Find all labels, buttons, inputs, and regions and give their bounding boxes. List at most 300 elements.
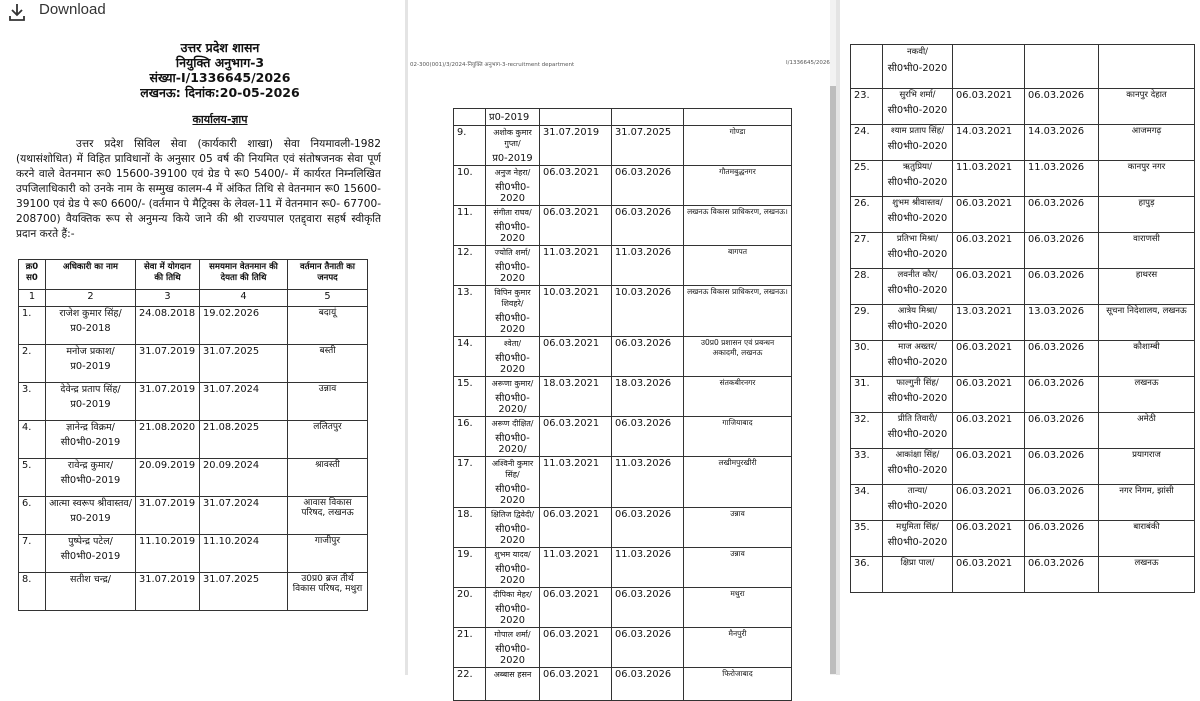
download-bar [0,0,405,34]
cell-district: गाजियाबाद [684,417,792,457]
cell-serial: 16. [454,417,486,457]
cell-name-group [883,341,953,377]
cell-district: गोण्डा [684,126,792,166]
cell-due-date: 06.03.2026 [1025,521,1099,557]
cell-name: पुष्पेन्द्र पटेल/ [68,536,113,547]
cell-serial: 23. [851,89,883,125]
cell-join-date: 06.03.2021 [953,269,1025,305]
cell-batch: सी0भी0-2020 [887,63,948,74]
table-row [851,557,1195,593]
cell-serial: 33. [851,449,883,485]
cell-join-date: 11.10.2019 [136,535,200,573]
cell-batch: सी0भी0-2020 [887,393,948,404]
cell-batch: सी0भी0-2020 [887,537,948,548]
cell-name-group [883,377,953,413]
cell-name: तान्या/ [907,486,928,496]
cell-join-date: 06.03.2021 [953,377,1025,413]
cell-batch: प्र0-2018 [70,323,111,334]
doc-number: संख्या-I/1336645/2026 [149,70,291,85]
cell-batch: सी0भी0-2020 [887,249,948,260]
cell-name-group [486,246,540,286]
cell-name: मनोज प्रकाश/ [66,346,115,357]
cell-batch: सी0भी0-2020 [495,182,530,204]
cell-district: बागपत [684,246,792,286]
cell-name-group [883,125,953,161]
cell-serial: 30. [851,341,883,377]
cell-name-group [46,573,136,611]
document-pane-3 [840,0,1200,675]
doc-section: नियुक्ति अनुभाग-3 [175,55,265,70]
cell-batch: प्र0-2019 [492,153,533,164]
cell-name-group [883,269,953,305]
cell-name: क्षितिज द्विवेदी/ [490,510,535,519]
cell-name: शुभम श्रीवास्तव/ [892,198,943,208]
cell-name-group [883,197,953,233]
cell-join-date: 06.03.2021 [540,206,612,246]
doc-body: उत्तर प्रदेश सिविल सेवा (कार्यकारी शाखा) सेवा नियमावली-1982 (यथासंशोधित) में विहित प्राविधानों के अनुसार 05 वर्ष की नियमित एवं संतोषजनक सेवा पूर्ण करने वाले वेतनमान रू0 15600-39100 एवं ग्रेड पे रू0 5400/- में कार्यरत निम्नलिखित उपजिलाधिकारी को उनके नाम के सम्मुख कालम-4 में अंकित तिथि से वेतनमान रू0 15600-39100 एवं ग्रेड पे रू0 6600/- (वर्तमान पे मैट्रिक्स के लेवल-11 में वेतनमान रू0- 67700-208700) वैयक्तिक रूप से अनुमन्य किये जाने की श्री राज्यपाल एतद्द्वारा सहर्ष स्वीकृति प्रदान करते हैं:- [16,138,381,240]
cell-due-date: 31.07.2024 [200,497,288,535]
cell-district: फिरोजाबाद [684,668,792,701]
doc-subject: कार्यालय-ज्ञाप [192,113,248,126]
cell-name-group [486,166,540,206]
cell-district: आजमगढ़ [1099,125,1195,161]
cell-batch: सी0भी0-2020 [495,353,530,375]
cell-name-group [883,557,953,593]
cell-serial: 36. [851,557,883,593]
cell-due-date: 06.03.2026 [612,508,684,548]
table-row [454,668,792,701]
cell-name-group [883,89,953,125]
cell-name: क्षिप्रा पाल/ [900,558,935,568]
table-row [454,628,792,668]
cell-name: आत्रेय मिश्रा/ [897,306,938,316]
cell-name-group [46,383,136,421]
cell-name-group [883,449,953,485]
cell-name-group [46,307,136,345]
cell-batch: सी0भी0-2020 [887,177,948,188]
cell-due-date: 20.09.2024 [200,459,288,497]
cell-batch: सी0भी0-2020 [887,141,948,152]
cell-batch: सी0भी0-2020 [495,564,530,586]
cell-name: रावेन्द्र कुमार/ [67,460,114,471]
cell-due-date: 06.03.2026 [612,337,684,377]
cell-due-date: 10.03.2026 [612,286,684,337]
cell-serial: 20. [454,588,486,628]
cell-name: विपिन कुमार शिवहरे/ [494,288,531,308]
cell-due-date: 21.08.2025 [200,421,288,459]
cell-name: सुरभि शर्मा/ [899,90,936,100]
cell-name: श्याम प्रताप सिंह/ [890,126,945,136]
doc-place-date: लखनऊ: दिनांक:20-05-2026 [140,85,300,100]
cell-district: लखनऊ विकास प्राधिकरण, लखनऊ। [684,206,792,246]
table-row [19,421,368,459]
table-row [19,383,368,421]
cell-batch: सी0भी0-2020 [495,262,530,284]
cell-serial: 5. [19,459,46,497]
cell-name-group [46,345,136,383]
table-row [851,197,1195,233]
cell-district: वाराणसी [1099,233,1195,269]
cell-serial: 1. [19,307,46,345]
cell-name-group [883,413,953,449]
cell-due-date: 06.03.2026 [612,628,684,668]
cell-name-group [883,233,953,269]
cell-serial: 28. [851,269,883,305]
cell-name: अरूण दीक्षित/ [491,419,534,428]
table-row [851,377,1195,413]
cell-join-date: 13.03.2021 [953,305,1025,341]
cell-district: हाथरस [1099,269,1195,305]
cell-district: लखनऊ [1099,377,1195,413]
cell-district: बाराबंकी [1099,521,1195,557]
cell-due-date: 13.03.2026 [1025,305,1099,341]
cell-join-date: 31.07.2019 [136,383,200,421]
cell-serial: 10. [454,166,486,206]
page-header-right: I/1336645/2026 [786,60,830,66]
cell-due-date: 06.03.2026 [1025,557,1099,593]
cell-due-date: 11.03.2026 [1025,161,1099,197]
cell-name-group [883,485,953,521]
cell-name: संगीता राघव/ [493,208,532,217]
cell-name-group [486,126,540,166]
cell-name: आकांक्षा सिंह/ [895,450,940,460]
cell-join-date: 06.03.2021 [540,628,612,668]
cell-join-date: 06.03.2021 [540,166,612,206]
cell-name-group [46,459,136,497]
cell-batch: सी0भी0-2020 [495,222,530,244]
cell-name: शुभम यादव/ [494,550,531,559]
cell-batch: सी0भी0-2020 [887,465,948,476]
cell-due-date: 06.03.2026 [612,588,684,628]
cell-name-group [46,421,136,459]
col-header-due: समयमान वेतनमान की देयता की तिथि [200,260,288,290]
cell-due-date: 31.07.2025 [612,126,684,166]
cell-name-group [486,337,540,377]
cell-due-date: 06.03.2026 [1025,89,1099,125]
doc-government: उत्तर प्रदेश शासन [180,40,260,55]
cell-due-date: 06.03.2026 [1025,377,1099,413]
cell-name: अशोक कुमार गुप्ता/ [493,128,532,148]
cell-name: आत्मा स्वरूप श्रीवास्तव/ [49,498,132,509]
col-number: 5 [288,290,368,307]
table-row [851,269,1195,305]
cell-due-date: 11.03.2026 [612,246,684,286]
cell-name: अब्बास हसन [493,670,532,679]
table-row [19,345,368,383]
cell-serial: 29. [851,305,883,341]
cell-name: राजेश कुमार सिंह/ [59,308,122,319]
cell-name: श्वेता/ [503,339,522,348]
cell-district: संतकबीरनगर [684,377,792,417]
cell-district: उन्नाव [288,383,368,421]
cell-join-date: 06.03.2021 [953,557,1025,593]
cell-name: ज्योति शर्मा/ [494,248,531,257]
cell-serial: 15. [454,377,486,417]
table-row [454,588,792,628]
table-row [19,535,368,573]
cell-serial: 19. [454,548,486,588]
col-number: 4 [200,290,288,307]
cell-district: बस्ती [288,345,368,383]
cell-batch: सी0भी0-2020 [495,484,530,506]
cell-district: उ0प्र0 प्रशासन एवं प्रबन्धन अकादमी, लखनऊ [684,337,792,377]
cell-name: अश्विनी कुमार सिंह/ [491,459,534,479]
cell-join-date: 06.03.2021 [953,449,1025,485]
cell-due-date: 06.03.2026 [612,166,684,206]
table-row [851,485,1195,521]
cell-batch: प्र0-2019 [486,109,540,126]
cell-due-date: 11.03.2026 [612,548,684,588]
cell-batch: सी0भी0-2020 [495,604,530,626]
cell-serial: 32. [851,413,883,449]
cell-due-date: 19.02.2026 [200,307,288,345]
document-pane-2 [408,0,836,680]
cell-batch: सी0भी0-2019 [60,437,121,448]
cell-join-date: 14.03.2021 [953,125,1025,161]
cell-join-date: 06.03.2021 [953,197,1025,233]
cell-serial: 34. [851,485,883,521]
col-number: 2 [46,290,136,307]
cell-serial: 22. [454,668,486,701]
table-row [851,413,1195,449]
cell-due-date: 06.03.2026 [1025,449,1099,485]
table-row [851,233,1195,269]
cell-name-group [486,206,540,246]
cell-batch: सी0भी0-2020 [887,213,948,224]
officers-table-2 [453,108,792,701]
cell-name-group [486,668,540,701]
cell-district: उ0प्र0 ब्रज तीर्थ विकास परिषद, मथुरा [288,573,368,611]
cell-join-date: 06.03.2021 [953,89,1025,125]
cell-name: प्रीति तिवारी/ [897,414,938,424]
cell-district: कानपुर देहात [1099,89,1195,125]
cell-batch: प्र0-2019 [70,513,111,524]
cell-join-date: 06.03.2021 [540,337,612,377]
cell-join-date: 06.03.2021 [953,521,1025,557]
cell-serial: 26. [851,197,883,233]
cell-join-date: 31.07.2019 [136,345,200,383]
cell-serial: 2. [19,345,46,383]
cell-due-date: 31.07.2025 [200,345,288,383]
cell-name: ज्ञानेन्द्र विक्रम/ [66,422,115,433]
cell-district: सूचना निदेशालय, लखनऊ [1099,305,1195,341]
cell-batch: सी0भी0-2020 [887,321,948,332]
cell-district: नगर निगम, झांसी [1099,485,1195,521]
cell-district: प्रयागराज [1099,449,1195,485]
cell-due-date: 31.07.2025 [200,573,288,611]
cell-name-group [486,417,540,457]
cell-district: हापुड़ [1099,197,1195,233]
cell-join-date: 06.03.2021 [953,413,1025,449]
cell-name-group [486,588,540,628]
cell-district: गाजीपुर [288,535,368,573]
table-row [454,377,792,417]
cell-due-date: 11.10.2024 [200,535,288,573]
table-row [454,246,792,286]
cell-join-date: 24.08.2018 [136,307,200,345]
cell-district: ललितपुर [288,421,368,459]
cell-batch: सी0भी0-2019 [60,475,121,486]
cell-name: फाल्गुनी सिंह/ [896,378,939,388]
cell-serial: 9. [454,126,486,166]
col-header-sn: क्र0 स0 [19,260,46,290]
table-row [454,286,792,337]
cell-join-date: 11.03.2021 [540,548,612,588]
cell-join-date: 21.08.2020 [136,421,200,459]
cell-batch: सी0भी0-2020 [887,429,948,440]
cell-name-group [883,305,953,341]
cell-join-date: 11.03.2021 [540,246,612,286]
col-number: 3 [136,290,200,307]
cell-batch: सी0भी0-2020 [887,357,948,368]
cell-batch: सी0भी0-2020 [887,105,948,116]
cell-join-date: 11.03.2021 [953,161,1025,197]
cell-batch: सी0भी0-2020/ [495,393,530,415]
table-row [19,307,368,345]
cell-join-date: 11.03.2021 [540,457,612,508]
cell-name-group [46,535,136,573]
cell-district: कौशाम्बी [1099,341,1195,377]
cell-join-date: 06.03.2021 [540,588,612,628]
cell-name: नकवी/ [906,47,929,57]
officers-table-3 [850,44,1195,593]
cell-district: आवास विकास परिषद, लखनऊ [288,497,368,535]
download-button[interactable]: Download [39,1,106,18]
cell-name: अरूणा कुमार/ [491,379,534,388]
cell-batch: सी0भी0-2020/ [495,433,530,455]
cell-batch: प्र0-2019 [70,361,111,372]
cell-district: लखनऊ विकास प्राधिकरण, लखनऊ। [684,286,792,337]
cell-batch: सी0भी0-2020 [495,644,530,666]
cell-serial: 17. [454,457,486,508]
cell-serial: 7. [19,535,46,573]
cell-serial: 13. [454,286,486,337]
cell-batch: सी0भी0-2020 [887,501,948,512]
cell-due-date: 11.03.2026 [612,457,684,508]
cell-name-group [486,286,540,337]
cell-name: देवेन्द्र प्रताप सिंह/ [60,384,121,395]
cell-serial: 11. [454,206,486,246]
cell-due-date: 06.03.2026 [1025,341,1099,377]
table-row [454,206,792,246]
cell-due-date: 06.03.2026 [1025,413,1099,449]
cell-name-group [883,161,953,197]
cell-district: मैनपुरी [684,628,792,668]
table-row [851,161,1195,197]
cell-due-date: 06.03.2026 [1025,485,1099,521]
cell-join-date: 10.03.2021 [540,286,612,337]
table-row [851,89,1195,125]
table-row [851,449,1195,485]
cell-serial: 25. [851,161,883,197]
cell-batch: प्र0-2019 [70,399,111,410]
cell-serial: 21. [454,628,486,668]
cell-name: लवनीत कौर/ [897,270,938,280]
table-row [851,305,1195,341]
table-row [454,457,792,508]
cell-name-group [486,508,540,548]
cell-serial: 24. [851,125,883,161]
cell-name: सतीश चन्द्र/ [70,574,111,585]
cell-district: उन्नाव [684,548,792,588]
cell-name: अनुज नेहरा/ [494,168,531,177]
cell-name: माज अख्तर/ [898,342,937,352]
download-icon[interactable] [6,1,28,23]
cell-join-date: 06.03.2021 [953,341,1025,377]
cell-join-date: 06.03.2021 [953,233,1025,269]
cell-join-date: 31.07.2019 [136,497,200,535]
cell-due-date: 06.03.2026 [1025,197,1099,233]
cell-name-group [486,548,540,588]
table-row [851,341,1195,377]
table-row [454,548,792,588]
table-row [454,166,792,206]
table-row [19,573,368,611]
cell-due-date: 06.03.2026 [612,206,684,246]
cell-name-group [486,628,540,668]
table-row [454,508,792,548]
cell-name-group [46,497,136,535]
cell-name-group [883,521,953,557]
cell-district: श्रावस्ती [288,459,368,497]
cell-due-date: 06.03.2026 [612,668,684,701]
cell-serial: 8. [19,573,46,611]
col-header-name: अधिकारी का नाम [46,260,136,290]
document-pane-1 [0,0,405,675]
cell-due-date: 14.03.2026 [1025,125,1099,161]
cell-serial: 31. [851,377,883,413]
table-row [454,337,792,377]
officers-table-1 [18,259,368,611]
cell-district: बदायूं [288,307,368,345]
cell-district: लखीमपुरखीरी [684,457,792,508]
cell-district: गौतमबुद्धनगर [684,166,792,206]
cell-batch: सी0भी0-2020 [495,524,530,546]
cell-join-date: 06.03.2021 [953,485,1025,521]
cell-name: मधुमिता सिंह/ [896,522,939,532]
cell-district: लखनऊ [1099,557,1195,593]
col-header-district: वर्तमान तैनाती का जनपद [288,260,368,290]
table-row [19,497,368,535]
cell-batch: सी0भी0-2020 [887,285,948,296]
cell-name: ऋतुप्रिया/ [902,162,933,172]
cell-serial: 6. [19,497,46,535]
cell-due-date: 06.03.2026 [1025,233,1099,269]
cell-join-date: 20.09.2019 [136,459,200,497]
cell-batch: सी0भी0-2020 [495,313,530,335]
cell-name: गोपाल शर्मा/ [494,630,531,639]
cell-serial: 18. [454,508,486,548]
cell-join-date: 31.07.2019 [540,126,612,166]
cell-serial: 12. [454,246,486,286]
cell-due-date: 18.03.2026 [612,377,684,417]
cell-serial: 35. [851,521,883,557]
table-row [454,417,792,457]
cell-district: अमेठी [1099,413,1195,449]
cell-name-group [486,377,540,417]
cell-district: मथुरा [684,588,792,628]
cell-join-date: 06.03.2021 [540,508,612,548]
cell-district: उन्नाव [684,508,792,548]
cell-due-date: 06.03.2026 [612,417,684,457]
cell-batch: सी0भी0-2019 [60,551,121,562]
cell-due-date: 06.03.2026 [1025,269,1099,305]
table-row [454,126,792,166]
cell-join-date: 18.03.2021 [540,377,612,417]
table-row [19,459,368,497]
cell-serial: 3. [19,383,46,421]
table-row [851,521,1195,557]
